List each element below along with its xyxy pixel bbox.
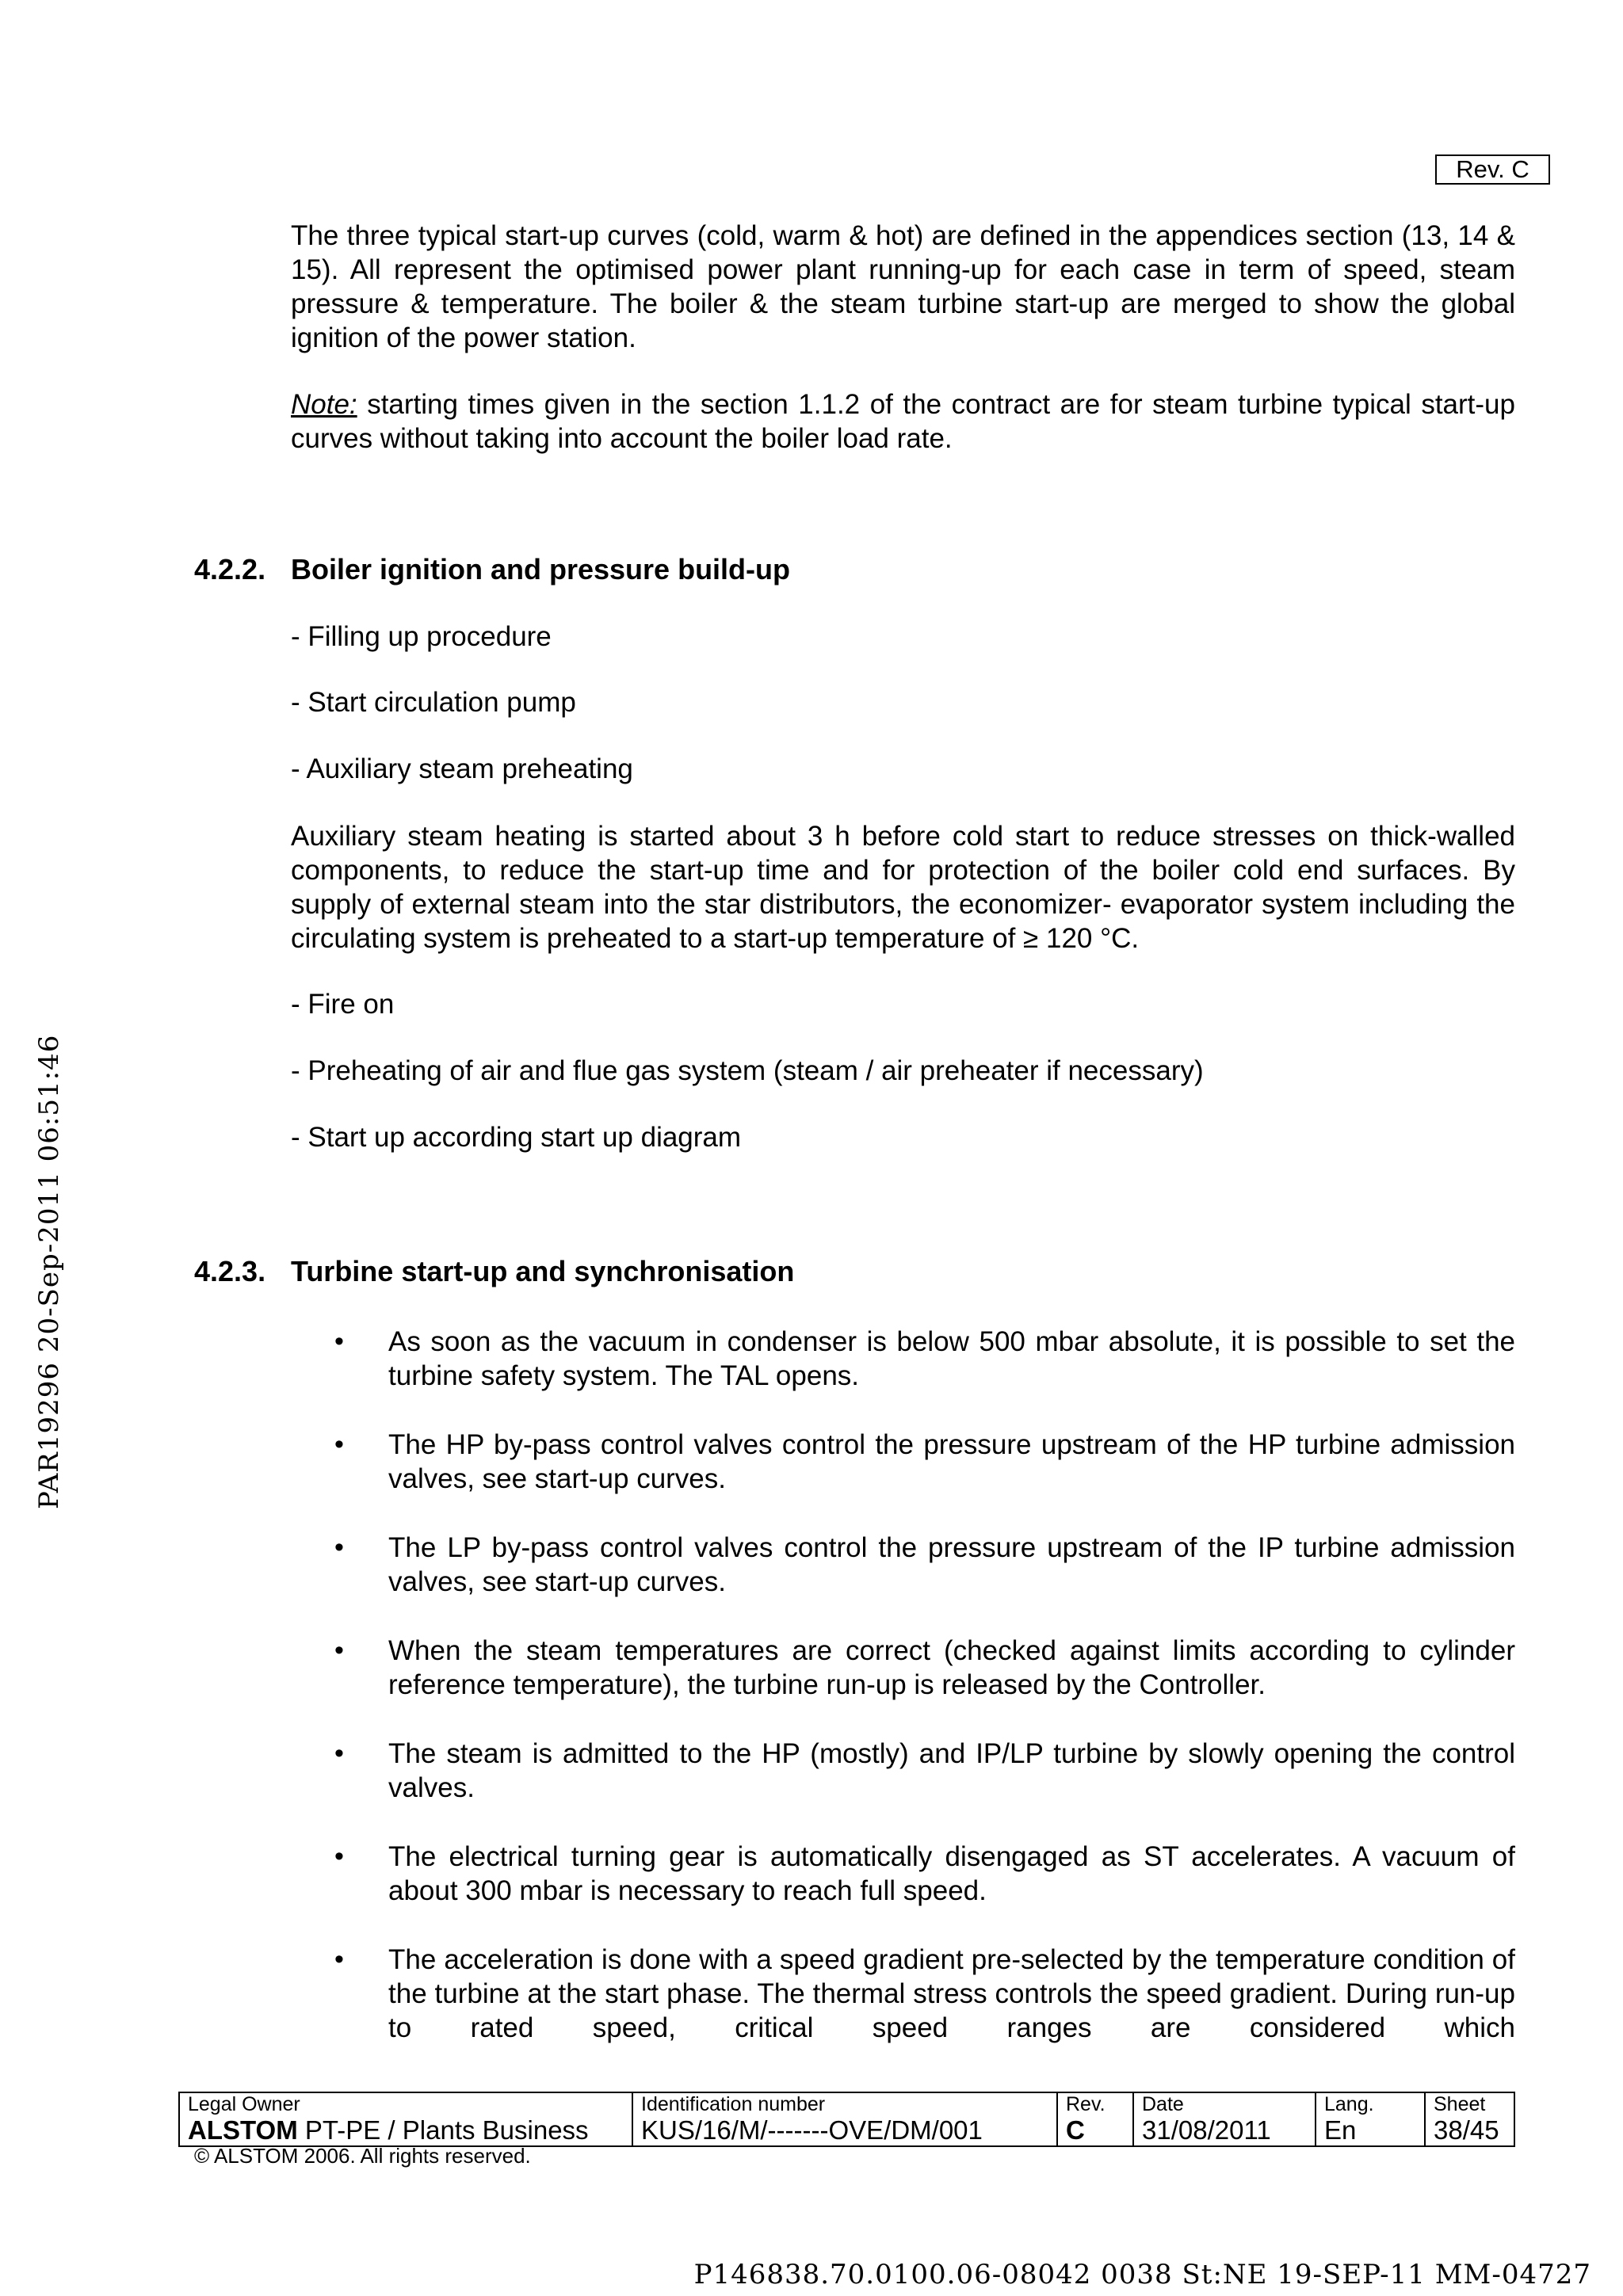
section-number: 4.2.3. [194, 1255, 266, 1287]
note-paragraph [291, 387, 1515, 456]
bullet-icon: • [334, 1841, 344, 1871]
bullet-item: The steam is admitted to the HP (mostly) and IP/LP turbine by slowly opening the control valves. [388, 1738, 1515, 1803]
footer-value: En [1324, 2115, 1357, 2145]
auxiliary-steam-paragraph: Auxiliary steam heating is started about 3 h before cold start to reduce stresses on thick-walled components, to reduce the start-up time and for protection of the boiler cold end surfaces. By supply of external steam into the star distributors, the economizer- evaporator system including the circulating system is preheated to a start-up temperature of ≥ 120 °C. [291, 821, 1515, 954]
bullet-icon: • [334, 1944, 344, 1974]
legal-owner-department: PT-PE / Plants Business [297, 2115, 589, 2145]
note-label: Note: [291, 389, 357, 420]
bullet-icon: • [334, 1532, 344, 1562]
bullet-item: As soon as the vacuum in condenser is below 500 mbar absolute, it is possible to set the turbine safety system. The TAL opens. [388, 1326, 1515, 1391]
bullet-item: When the steam temperatures are correct (checked against limits according to cylinder reference temperature), the turbine run-up is released by the Controller. [388, 1635, 1515, 1700]
bullet-icon: • [334, 1738, 344, 1768]
footer-value: C [1066, 2115, 1085, 2145]
list-item: - Start up according start up diagram [291, 1122, 742, 1153]
list-item: - Filling up procedure [291, 621, 552, 652]
section-heading-4-2-2 [194, 552, 790, 586]
bullet-item: The HP by-pass control valves control the pressure upstream of the HP turbine admission valves, see start-up curves. [388, 1429, 1515, 1494]
footer-label: Identification number [641, 2093, 826, 2115]
revision-box: Rev. C [1435, 154, 1550, 185]
copyright-notice: © ALSTOM 2006. All rights reserved. [194, 2144, 531, 2168]
list-item: - Preheating of air and flue gas system (steam / air preheater if necessary) [291, 1055, 1204, 1086]
footer-label: Legal Owner [188, 2093, 300, 2115]
bullet-item: The LP by-pass control valves control the pressure upstream of the IP turbine admission valves, see start-up curves. [388, 1532, 1515, 1597]
footer-lang-cell [1316, 2092, 1425, 2146]
intro-paragraph: The three typical start-up curves (cold, warm & hot) are defined in the appendices section (13, 14 & 15). All represent the optimised power plant running-up for each case in term of speed, steam pressure & temperature. The boiler & the steam turbine start-up are merged to show the global ignition of the power station. [291, 220, 1515, 353]
footer-value: 31/08/2011 [1142, 2115, 1271, 2145]
section-heading-4-2-3 [194, 1254, 794, 1288]
list-item: - Fire on [291, 989, 395, 1020]
bullet-item: The electrical turning gear is automatically disengaged as ST accelerates. A vacuum of about 300 mbar is necessary to reach full speed. [388, 1841, 1515, 1906]
bottom-print-stamp: P146838.70.0100.06-08042 0038 St:NE 19-SEP-11 MM-04727 [693, 2259, 1591, 2290]
note-text: starting times given in the section 1.1.2 of the contract are for steam turbine typical start-up curves without taking into account the boiler load rate. [291, 389, 1515, 454]
footer-date-cell [1133, 2092, 1316, 2146]
legal-owner-company: ALSTOM [188, 2115, 298, 2145]
footer-rev-cell [1057, 2092, 1133, 2146]
bullet-icon: • [334, 1635, 344, 1665]
footer-table [178, 2092, 1515, 2147]
footer-label: Rev. [1066, 2093, 1106, 2115]
bullet-item: The acceleration is done with a speed gradient pre-selected by the temperature condition of the turbine at the start phase. The thermal stress controls the speed gradient. During run-up to rated speed, critical speed ranges are considered which [388, 1944, 1515, 2043]
footer-label: Lang. [1324, 2093, 1374, 2115]
section-title: Boiler ignition and pressure build-up [291, 553, 791, 585]
list-item: - Start circulation pump [291, 687, 576, 718]
bullet-icon: • [334, 1326, 344, 1356]
list-item: - Auxiliary steam preheating [291, 753, 633, 784]
footer-label: Sheet [1434, 2093, 1486, 2115]
footer-value: 38/45 [1434, 2115, 1499, 2145]
footer-label: Date [1142, 2093, 1184, 2115]
footer-value [188, 2115, 624, 2145]
side-print-stamp: PAR19296 20-Sep-2011 06:51:46 [33, 1034, 65, 1509]
bullet-icon: • [334, 1429, 344, 1459]
section-title: Turbine start-up and synchronisation [291, 1255, 795, 1287]
footer-sheet-cell [1425, 2092, 1514, 2146]
footer-id-cell [632, 2092, 1057, 2146]
footer-legal-owner-cell [179, 2092, 632, 2146]
section-number: 4.2.2. [194, 553, 266, 585]
footer-value: KUS/16/M/-------OVE/DM/001 [641, 2115, 983, 2145]
